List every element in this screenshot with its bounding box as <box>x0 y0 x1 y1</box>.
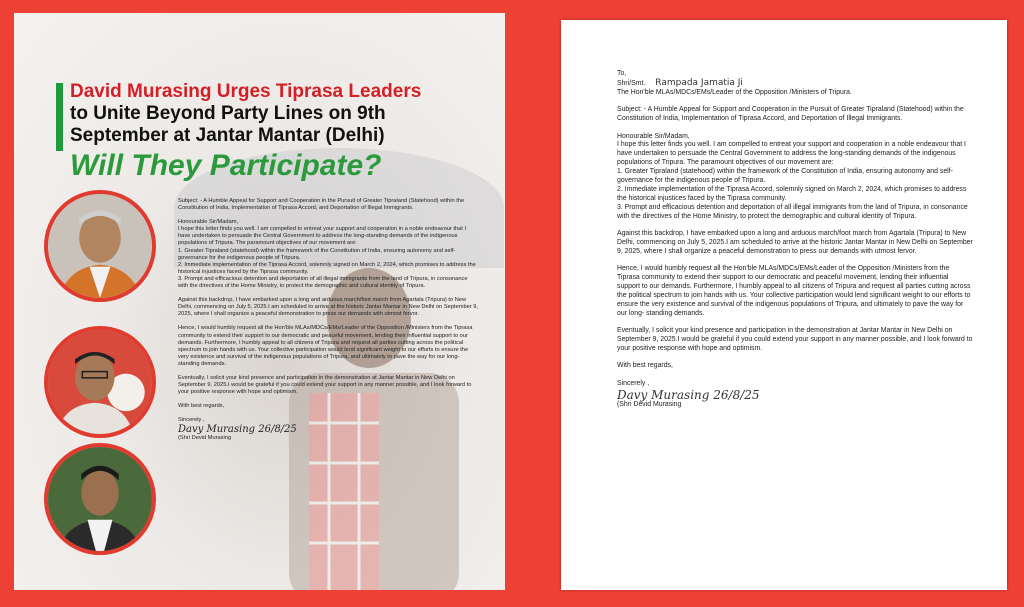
letter-addressee: The Hon'ble MLAs/MDCs/EMs/Leader of the Opposition /Ministers of Tripura. <box>617 88 852 96</box>
headline-question: Will They Participate? <box>70 149 382 182</box>
letter-point-2: 2. Immediate implementation of the Tiprasa Accord, solemnly signed on March 2, 2024, which promises to address the historical injustices faced by the Tiprasa community. <box>178 261 476 275</box>
letter-closing: With best regards, <box>617 362 673 370</box>
letter-subject: Subject: - A Humble Appeal for Support and Cooperation in the Pursuit of Greater Tipraland (Statehood) within the Constitution of India, Implementation of Tiprasa Accord, and Deportation of Illegal Immigrants. <box>178 198 465 212</box>
letter-point-3: 3. Prompt and efficacious detention and deportation of all illegal immigrants from the land of Tripura, in consonance with the directives of the Home Ministry, to protect the demographic and cultural identity of Tripura. <box>617 203 968 220</box>
headline-accent-bar <box>56 83 63 151</box>
full-letter-text <box>617 70 973 418</box>
letter-intro: I hope this letter finds you well. I am compelled to entreat your support and cooperation in a noble endeavour that I have undertaken to persuade the Central Government to address the long-standing demands of the indigenous populations of Tripura. The paramount objectives of our movement are: <box>178 226 467 247</box>
letter-sincerely: Sincerely , <box>617 379 650 387</box>
headline-line-1: David Murasing Urges Tiprasa Leaders <box>70 81 422 102</box>
portrait-leader-2 <box>44 326 156 438</box>
letter-signatory-name: (Shri Devid Murasing <box>178 434 232 441</box>
letter-point-2: 2. Immediate implementation of the Tiprasa Accord, solemnly signed on March 2, 2024, which promises to address the historical injustices faced by the Tiprasa community. <box>617 185 967 202</box>
letter-closing: With best regards, <box>178 403 225 410</box>
letter-point-1: 1. Greater Tipraland (statehood) within the framework of the Constitution of India, ensuring autonomy and self-governance for the indigenous people of Tripura. <box>178 247 456 261</box>
letter-point-1: 1. Greater Tipraland (statehood) within the framework of the Constitution of India, ensuring autonomy and self-governance for the indigenous people of Tripura. <box>617 168 953 185</box>
letter-signature: Davy Murasing 26/8/25 <box>178 424 297 436</box>
shri-label: Shri/Smt. <box>617 79 646 87</box>
letter-subject: Subject: - A Humble Appeal for Support and Cooperation in the Pursuit of Greater Tipraland (Statehood) within the Constitution of India, Implementation of Tiprasa Accord, and Deportation of Illegal Immigrants. <box>617 106 964 123</box>
letter-signatory-name: (Shri Devid Murasing <box>617 400 682 408</box>
letter-paragraph-4: Eventually, I solicit your kind presence and participation in the demonstration at Jantar Mantar in New Delhi on September 9, 2025.I would be grateful if you could extend your support in any manner possible, and I look forward to your positive response with hope and optimism. <box>178 374 472 396</box>
letter-sincerely: Sincerely , <box>178 417 205 424</box>
letter-to: To, <box>617 70 627 77</box>
letter-point-3: 3. Prompt and efficacious detention and deportation of all illegal immigrants from the land of Tripura, in consonance with the directives of the Home Ministry, to protect the demographic and cultural identity of Tripura. <box>178 275 468 290</box>
letter-paragraph-2: Against this backdrop, I have embarked upon a long and arduous march/foot march from Agartala (Tripura) to New Delhi, commencing on July 5, 2025.I am scheduled to arrive at the historic Jantar Mantar in New Delhi on September 9, 2025, where I shall organize a peaceful demonstration to press our demands with utmost fervor. <box>617 230 973 255</box>
letter-intro: I hope this letter finds you well. I am compelled to entreat your support and cooperation in a noble endeavour that I have undertaken to persuade the Central Government to address the long-standing demands of the indigenous populations of Tripura. The paramount objectives of our movement are: <box>617 141 966 167</box>
headline <box>56 81 496 183</box>
letter-paragraph-2: Against this backdrop, I have embarked upon a long and arduous march/foot march from Agartala (Tripura) to New Delhi, commencing on July 5, 2025.I am scheduled to arrive at the historic Jantar Mantar in New Delhi on September 9, 2025, where I shall organize a peaceful demonstration to press our demands with utmost fervor. <box>178 297 479 318</box>
letter-paragraph-3: Hence, I would humbly request all the Hon'ble MLAs/MDCs/EMs/Leader of the Opposition /Ministers from the Tiprasa community to extend their support to our democratic and peaceful movement, lending their influential support to our demands. Furthermore, I humbly appeal to all citizens of Tripura and request all parties cutting across the political spectrum to join hands with us. Your collective participation would lend significant weight to our efforts to ensure the very existence and survival of the indigenous populations of Tripura, and ultimately to pave the way for our long- standing demands. <box>617 265 971 317</box>
poster-letter-text <box>178 198 478 449</box>
letter-signature: Davy Murasing 26/8/25 <box>617 387 760 402</box>
letter-page <box>561 20 1007 590</box>
letter-salutation: Honourable Sir/Madam, <box>617 132 690 140</box>
letter-salutation: Honourable Sir/Madam, <box>178 219 239 226</box>
headline-line-3: September at Jantar Mantar (Delhi) <box>70 125 385 146</box>
letter-paragraph-3: Hence, I would humbly request all the Hon'ble MLAs/MDCs/EMs/Leader of the Opposition /Ministers from the Tiprasa community to extend their support to our democratic and peaceful movement, lending their influential support to our demands. Furthermore, I humbly appeal to all citizens of Tripura and request all parties cutting across the political spectrum to join hands with us. Your collective participation would lend significant weight to our efforts to ensure the very existence and survival of the indigenous populations of Tripura, and ultimately to pave the way for our long- standing demands. <box>178 325 473 367</box>
poster-panel <box>14 13 505 590</box>
portrait-leader-1 <box>44 190 156 302</box>
headline-line-2: to Unite Beyond Party Lines on 9th <box>70 103 386 124</box>
letter-recipient-line <box>617 79 973 89</box>
portrait-leader-3 <box>44 443 156 555</box>
letter-paragraph-4: Eventually, I solicit your kind presence and participation in the demonstration at Jantar Mantar in New Delhi on September 9, 2025.I would be grateful if you could extend your support in any manner possible, and I look forward to your positive response with hope and optimism. <box>617 327 973 353</box>
recipient-name: Rampada Jamatia Ji <box>655 77 743 88</box>
